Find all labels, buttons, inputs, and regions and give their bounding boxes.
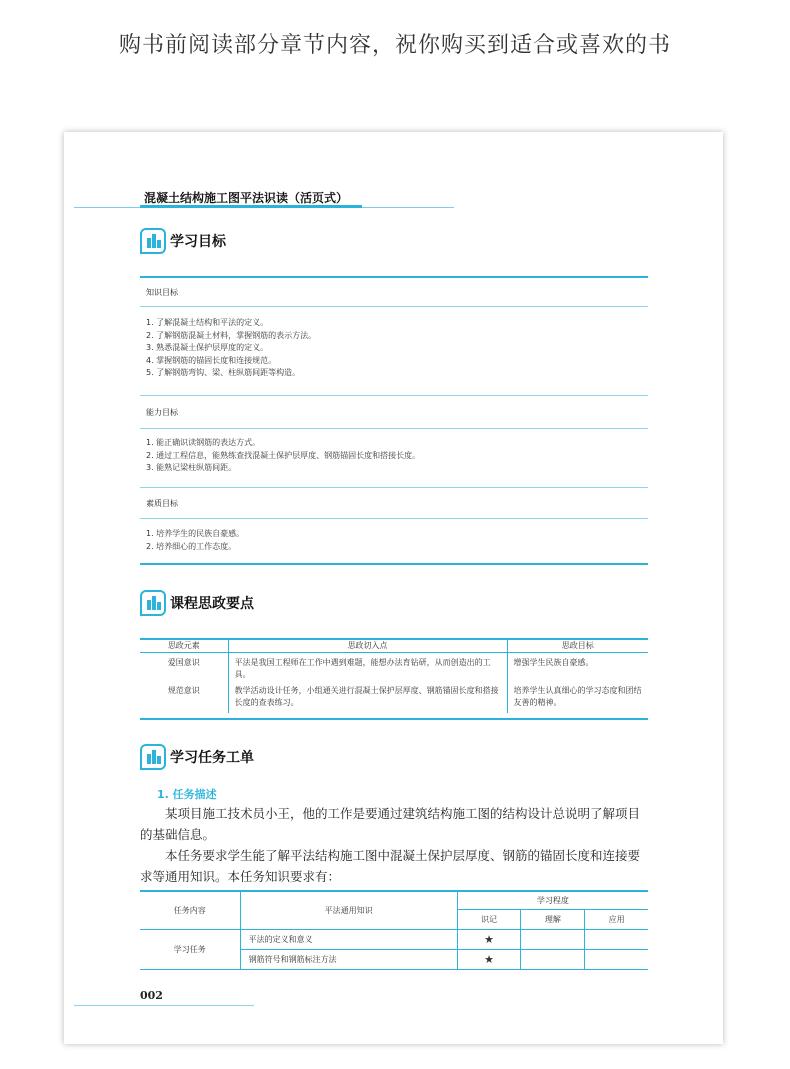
list-item: 1. 能正确识读钢筋的表达方式。 <box>146 438 261 447</box>
divider <box>140 306 648 307</box>
column-header: 理解 <box>521 910 585 930</box>
table-cell: 平法是我国工程师在工作中遇到难题，能想办法育钻研，从而创造出的工具。 <box>228 653 507 684</box>
divider <box>140 518 648 519</box>
table-cell: 爱国意识 <box>167 658 200 667</box>
ideology-title: 课程思政要点 <box>170 596 254 612</box>
column-header: 思政目标 <box>507 639 648 653</box>
list-item: 2. 培养细心的工作态度。 <box>146 541 237 551</box>
book-icon <box>140 228 166 254</box>
column-header: 平法通用知识 <box>240 891 457 930</box>
table-cell <box>585 930 648 950</box>
ideology-bottom-rule <box>140 718 648 720</box>
divider <box>140 487 648 488</box>
footer-rule <box>74 1005 254 1006</box>
list-item: 4. 掌握钢筋的锚固长度和连接规范。 <box>146 355 277 365</box>
learning-goals-title: 学习目标 <box>170 234 226 250</box>
list-item: 2. 了解钢筋混凝土材料，掌握钢筋的表示方法。 <box>146 330 317 340</box>
worksheet-title: 学习任务工单 <box>170 750 254 766</box>
ability-goals-label: 能力目标 <box>146 408 178 417</box>
task-description-heading: 1. 任务描述 <box>157 788 217 801</box>
divider <box>140 395 648 396</box>
star-icon: ★ <box>457 930 521 950</box>
quality-goals-label: 素质目标 <box>146 499 178 508</box>
task-paragraph: 本任务要求学生能了解平法结构施工图中混凝土保护层厚度、钢筋的锚固长度和连接要求等通用知识。本任务知识要求有： <box>140 848 641 884</box>
column-header: 学习程度 <box>457 891 648 910</box>
table-cell: 规范意识 <box>167 686 200 695</box>
goals-bottom-rule <box>140 563 648 565</box>
column-header: 思政元素 <box>140 639 228 653</box>
list-item: 2. 通过工程信息，能熟练查找混凝土保护层厚度、钢筋锚固长度和搭接长度。 <box>146 450 421 460</box>
column-header: 思政切入点 <box>228 639 507 653</box>
list-item: 3. 能熟记梁柱纵筋间距。 <box>146 463 237 472</box>
table-cell: 学习任务 <box>140 930 240 970</box>
book-icon <box>140 590 166 616</box>
header-accent-rule <box>140 205 362 208</box>
knowledge-goals-list <box>146 317 316 380</box>
ideology-table <box>140 639 648 713</box>
knowledge-requirements-table <box>140 891 648 970</box>
star-icon: ★ <box>457 950 521 970</box>
goals-top-rule <box>140 276 648 278</box>
list-item: 3. 熟悉混凝土保护层厚度的定义。 <box>146 343 269 352</box>
list-item: 1. 了解混凝土结构和平法的定义。 <box>146 318 269 327</box>
table-cell: 钢筋符号和钢筋标注方法 <box>240 950 457 970</box>
table-cell <box>521 930 585 950</box>
task-paragraph: 某项目施工技术员小王，他的工作是要通过建筑结构施工图的结构设计总说明了解项目的基础信息。 <box>140 806 641 842</box>
page-number: 002 <box>140 989 163 1002</box>
table-row <box>140 930 648 950</box>
knowledge-goals-label: 知识目标 <box>146 288 178 297</box>
ability-goals-list <box>146 437 420 475</box>
promo-banner: 购书前阅读部分章节内容，祝你购买到适合或喜欢的书 <box>118 33 671 58</box>
table-row <box>140 653 648 684</box>
table-cell: 教学活动设计任务，小组通关进行混凝土保护层厚度、钢筋锚固长度和搭接长度的查表练习。 <box>228 683 507 713</box>
table-cell <box>585 950 648 970</box>
table-cell <box>521 950 585 970</box>
book-icon <box>140 744 166 770</box>
table-cell: 平法的定义和意义 <box>240 930 457 950</box>
table-row <box>140 683 648 713</box>
quality-goals-list <box>146 528 244 553</box>
divider <box>140 428 648 429</box>
column-header: 识记 <box>457 910 521 930</box>
column-header: 应用 <box>585 910 648 930</box>
list-item: 1. 培养学生的民族自豪感。 <box>146 529 245 538</box>
book-page <box>64 132 723 1044</box>
table-cell: 增强学生民族自豪感。 <box>507 653 648 684</box>
column-header: 任务内容 <box>140 891 240 930</box>
table-cell: 培养学生认真细心的学习态度和团结友善的精神。 <box>507 683 648 713</box>
list-item: 5. 了解钢筋弯钩、梁、柱纵筋间距等构造。 <box>146 368 301 377</box>
book-header-title: 混凝土结构施工图平法识读（活页式） <box>144 191 349 205</box>
